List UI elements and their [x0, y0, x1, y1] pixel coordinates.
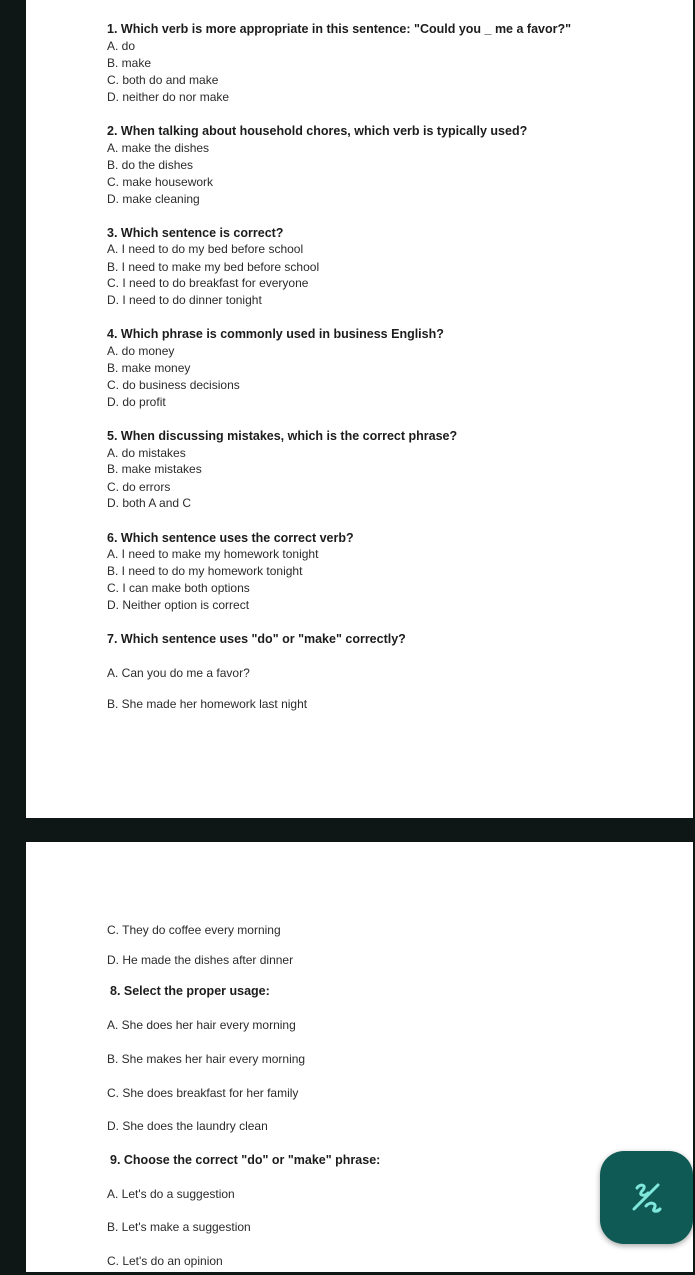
document-page-1 — [26, 0, 693, 818]
question-2-option-b: B. do the dishes — [107, 158, 194, 172]
question-3-option-c: C. I need to do breakfast for everyone — [107, 276, 309, 290]
question-8-option-d: D. She does the laundry clean — [107, 1119, 268, 1133]
question-1-option-d: D. neither do nor make — [107, 90, 230, 104]
question-7: 7. Which sentence uses "do" or "make" correctly? — [107, 632, 406, 646]
question-1: 1. Which verb is more appropriate in this sentence: "Could you _ me a favor?" — [107, 22, 572, 36]
question-8-option-c: C. She does breakfast for her family — [107, 1086, 299, 1100]
question-7-option-b: B. She made her homework last night — [107, 697, 308, 711]
question-1-option-b: B. make — [107, 56, 152, 70]
question-9-option-b: B. Let's make a suggestion — [107, 1220, 251, 1234]
magic-pen-icon — [628, 1179, 665, 1216]
question-8: 8. Select the proper usage: — [110, 984, 270, 998]
question-2-option-d: D. make cleaning — [107, 192, 200, 206]
question-4-option-c: C. do business decisions — [107, 378, 240, 392]
question-1-option-a: A. do — [107, 39, 136, 53]
magic-pen-button[interactable] — [600, 1151, 693, 1244]
question-3-option-d: D. I need to do dinner tonight — [107, 293, 262, 307]
question-7-option-d: D. He made the dishes after dinner — [107, 953, 294, 967]
question-5-option-c: C. do errors — [107, 480, 171, 494]
question-2-option-c: C. make housework — [107, 175, 214, 189]
question-6-option-c: C. I can make both options — [107, 581, 250, 595]
question-8-option-a: A. She does her hair every morning — [107, 1018, 296, 1032]
question-5-option-d: D. both A and C — [107, 496, 192, 510]
question-5-option-b: B. make mistakes — [107, 462, 202, 476]
question-9-option-a: A. Let's do a suggestion — [107, 1187, 235, 1201]
question-9-option-c: C. Let's do an opinion — [107, 1254, 223, 1268]
question-8-option-b: B. She makes her hair every morning — [107, 1052, 306, 1066]
question-6-option-d: D. Neither option is correct — [107, 598, 250, 612]
question-5: 5. When discussing mistakes, which is the correct phrase? — [107, 429, 458, 443]
question-5-option-a: A. do mistakes — [107, 446, 186, 460]
question-4-option-d: D. do profit — [107, 395, 166, 409]
question-2-option-a: A. make the dishes — [107, 141, 210, 155]
question-7-option-c: C. They do coffee every morning — [107, 923, 281, 937]
question-2: 2. When talking about household chores, which verb is typically used? — [107, 124, 528, 138]
question-6: 6. Which sentence uses the correct verb? — [107, 531, 354, 545]
question-9: 9. Choose the correct "do" or "make" phrase: — [110, 1153, 381, 1167]
question-4: 4. Which phrase is commonly used in business English? — [107, 327, 444, 341]
question-4-option-b: B. make money — [107, 361, 191, 375]
question-6-option-b: B. I need to do my homework tonight — [107, 564, 303, 578]
question-3: 3. Which sentence is correct? — [107, 226, 284, 240]
question-7-option-a: A. Can you do me a favor? — [107, 666, 250, 680]
question-4-option-a: A. do money — [107, 344, 175, 358]
question-3-option-a: A. I need to do my bed before school — [107, 242, 304, 256]
question-3-option-b: B. I need to make my bed before school — [107, 260, 320, 274]
question-6-option-a: A. I need to make my homework tonight — [107, 547, 319, 561]
document-page-2 — [26, 842, 693, 1272]
question-1-option-c: C. both do and make — [107, 73, 219, 87]
